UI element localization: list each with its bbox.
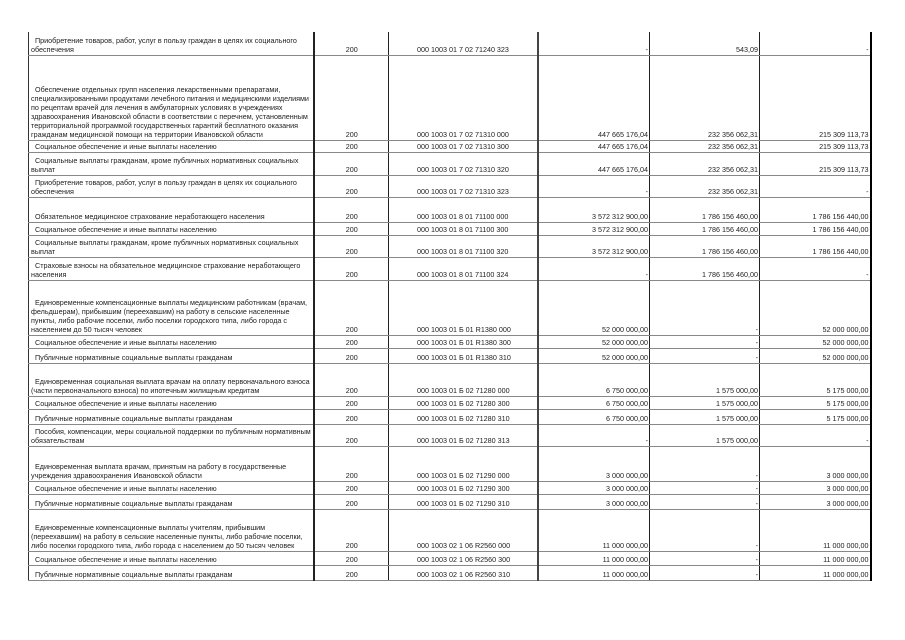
row-value-planned: 447 665 176,04 [538,140,650,152]
table-row [29,32,871,55]
row-name: Приобретение товаров, работ, услуг в пользу граждан в целях их социального обеспечения [29,32,314,55]
row-group-code: 200 [314,348,389,363]
row-value-planned: - [538,257,650,280]
row-value-remaining: 1 786 156 440,00 [760,197,871,222]
row-budget-code: 000 1003 01 7 02 71240 323 [389,32,538,55]
row-value-planned: 3 572 312 900,00 [538,197,650,222]
row-group-code: 200 [314,32,389,55]
row-value-executed: - [650,335,760,348]
row-group-code: 200 [314,494,389,509]
row-name: Социальные выплаты гражданам, кроме публичных нормативных социальных выплат [29,235,314,257]
row-value-planned: 6 750 000,00 [538,396,650,409]
row-budget-code: 000 1003 01 8 01 71100 320 [389,235,538,257]
row-name: Публичные нормативные социальные выплаты гражданам [29,565,314,580]
row-budget-code: 000 1003 01 7 02 71310 300 [389,140,538,152]
table-row [29,152,871,175]
row-value-remaining: 5 175 000,00 [760,363,871,396]
row-value-remaining: 1 786 156 440,00 [760,222,871,235]
row-value-remaining: 3 000 000,00 [760,494,871,509]
row-group-code: 200 [314,235,389,257]
row-group-code: 200 [314,257,389,280]
row-name: Обязательное медицинское страхование неработающего населения [29,197,314,222]
row-value-executed: - [650,446,760,481]
row-value-planned: 3 000 000,00 [538,494,650,509]
row-budget-code: 000 1003 01 Б 01 R1380 000 [389,280,538,335]
row-budget-code: 000 1003 01 Б 02 71290 000 [389,446,538,481]
row-value-remaining: 11 000 000,00 [760,509,871,551]
row-value-remaining: 215 309 113,73 [760,55,871,140]
row-value-remaining: 215 309 113,73 [760,152,871,175]
row-value-planned: 3 000 000,00 [538,446,650,481]
row-name: Социальное обеспечение и иные выплаты населению [29,335,314,348]
row-budget-code: 000 1003 01 8 01 71100 324 [389,257,538,280]
table-row [29,140,871,152]
row-name: Публичные нормативные социальные выплаты гражданам [29,494,314,509]
row-budget-code: 000 1003 01 Б 01 R1380 300 [389,335,538,348]
row-name: Публичные нормативные социальные выплаты гражданам [29,348,314,363]
table-row [29,280,871,335]
table-row [29,509,871,551]
row-value-remaining: 3 000 000,00 [760,446,871,481]
row-budget-code: 000 1003 01 Б 02 71290 310 [389,494,538,509]
row-name: Единовременные компенсационные выплаты учителям, прибывшим (переехавшим) на работу в сельские населенные пункты, либо рабочие поселки, либо поселки городского типа, либо города с населением до 50 тысяч человек [29,509,314,551]
row-value-remaining: 5 175 000,00 [760,396,871,409]
row-value-remaining: 52 000 000,00 [760,335,871,348]
table-row [29,55,871,140]
row-name: Единовременные компенсационные выплаты медицинским работникам (врачам, фельдшерам), прибывшим (переехавшим) на работу в сельские населенные пункты, либо рабочие поселки, либо поселки городского типа, либо города с населением до 50 тысяч человек [29,280,314,335]
row-group-code: 200 [314,565,389,580]
row-group-code: 200 [314,446,389,481]
row-group-code: 200 [314,335,389,348]
row-value-executed: 1 786 156 460,00 [650,222,760,235]
row-value-remaining: 11 000 000,00 [760,551,871,565]
row-name: Пособия, компенсации, меры социальной поддержки по публичным нормативным обязательствам [29,424,314,446]
table-row [29,396,871,409]
row-name: Обеспечение отдельных групп населения лекарственными препаратами, специализированными продуктами лечебного питания и медицинскими изделиями по рецептам врачей для лечения в амбулаторных условиях в учреждениях здравоохранения Ивановской области в соответствии с перечнем, установленным территориальной программой государственных гарантий бесплатного оказания гражданам медицинской помощи на территории Ивановской области [29,55,314,140]
row-value-planned: - [538,175,650,197]
row-group-code: 200 [314,509,389,551]
table-row [29,235,871,257]
row-value-remaining: - [760,257,871,280]
row-value-planned: 11 000 000,00 [538,551,650,565]
table-row [29,565,871,580]
row-value-planned: 3 572 312 900,00 [538,235,650,257]
row-group-code: 200 [314,280,389,335]
row-value-planned: 6 750 000,00 [538,409,650,424]
row-value-executed: 1 786 156 460,00 [650,235,760,257]
row-value-planned: 52 000 000,00 [538,335,650,348]
row-group-code: 200 [314,175,389,197]
row-value-executed: - [650,509,760,551]
row-name: Единовременная выплата врачам, принятым на работу в государственные учреждения здравоохранения Ивановской области [29,446,314,481]
row-value-executed: 232 356 062,31 [650,140,760,152]
row-budget-code: 000 1003 01 Б 02 71280 313 [389,424,538,446]
row-value-remaining: 3 000 000,00 [760,481,871,494]
row-value-remaining: 5 175 000,00 [760,409,871,424]
row-value-executed: - [650,481,760,494]
row-name: Страховые взносы на обязательное медицинское страхование неработающего населения [29,257,314,280]
row-value-executed: - [650,551,760,565]
row-value-planned: 447 665 176,04 [538,152,650,175]
row-value-executed: 1 575 000,00 [650,424,760,446]
row-value-planned: - [538,424,650,446]
row-name: Социальные выплаты гражданам, кроме публичных нормативных социальных выплат [29,152,314,175]
table-body [29,32,871,580]
row-group-code: 200 [314,222,389,235]
table-row [29,481,871,494]
table-row [29,335,871,348]
table-row [29,494,871,509]
row-group-code: 200 [314,363,389,396]
row-group-code: 200 [314,424,389,446]
row-value-remaining: 1 786 156 440,00 [760,235,871,257]
row-value-remaining: 215 309 113,73 [760,140,871,152]
row-name: Социальное обеспечение и иные выплаты населению [29,140,314,152]
row-name: Приобретение товаров, работ, услуг в пользу граждан в целях их социального обеспечения [29,175,314,197]
row-group-code: 200 [314,551,389,565]
budget-table [28,32,872,581]
row-value-remaining: 52 000 000,00 [760,348,871,363]
row-value-executed: 543,09 [650,32,760,55]
row-value-executed: 232 356 062,31 [650,55,760,140]
row-budget-code: 000 1003 01 7 02 71310 320 [389,152,538,175]
row-value-executed: 1 786 156 460,00 [650,197,760,222]
row-budget-code: 000 1003 01 8 01 71100 000 [389,197,538,222]
table-row [29,424,871,446]
row-group-code: 200 [314,55,389,140]
row-group-code: 200 [314,409,389,424]
row-value-planned: 52 000 000,00 [538,280,650,335]
table-row [29,257,871,280]
row-budget-code: 000 1003 02 1 06 R2560 310 [389,565,538,580]
row-value-remaining: - [760,175,871,197]
row-group-code: 200 [314,140,389,152]
table-row [29,409,871,424]
row-value-planned: 11 000 000,00 [538,509,650,551]
row-value-planned: 52 000 000,00 [538,348,650,363]
row-budget-code: 000 1003 01 7 02 71310 323 [389,175,538,197]
row-value-remaining: - [760,32,871,55]
row-value-planned: 6 750 000,00 [538,363,650,396]
row-budget-code: 000 1003 01 Б 01 R1380 310 [389,348,538,363]
row-budget-code: 000 1003 02 1 06 R2560 000 [389,509,538,551]
row-value-executed: 1 575 000,00 [650,409,760,424]
table-row [29,222,871,235]
row-value-executed: - [650,565,760,580]
table-row [29,363,871,396]
row-name: Социальное обеспечение и иные выплаты населению [29,481,314,494]
row-value-executed: 232 356 062,31 [650,175,760,197]
row-name: Единовременная социальная выплата врачам на оплату первоначального взноса (части первоначального взноса) по ипотечным жилищным кредитам [29,363,314,396]
row-budget-code: 000 1003 02 1 06 R2560 300 [389,551,538,565]
table-row [29,348,871,363]
row-value-planned: 3 000 000,00 [538,481,650,494]
row-value-planned: - [538,32,650,55]
row-value-executed: 1 786 156 460,00 [650,257,760,280]
row-value-executed: - [650,494,760,509]
row-group-code: 200 [314,152,389,175]
row-value-executed: - [650,280,760,335]
row-value-remaining: 52 000 000,00 [760,280,871,335]
row-budget-code: 000 1003 01 Б 02 71280 310 [389,409,538,424]
row-group-code: 200 [314,197,389,222]
row-name: Публичные нормативные социальные выплаты гражданам [29,409,314,424]
row-value-planned: 447 665 176,04 [538,55,650,140]
row-group-code: 200 [314,481,389,494]
row-value-executed: 232 356 062,31 [650,152,760,175]
row-value-executed: - [650,348,760,363]
row-budget-code: 000 1003 01 Б 02 71280 300 [389,396,538,409]
row-value-remaining: 11 000 000,00 [760,565,871,580]
row-group-code: 200 [314,396,389,409]
row-value-planned: 3 572 312 900,00 [538,222,650,235]
table-row [29,175,871,197]
row-name: Социальное обеспечение и иные выплаты населению [29,551,314,565]
table-row [29,197,871,222]
row-value-planned: 11 000 000,00 [538,565,650,580]
table-row [29,551,871,565]
row-budget-code: 000 1003 01 Б 02 71280 000 [389,363,538,396]
row-budget-code: 000 1003 01 Б 02 71290 300 [389,481,538,494]
row-value-remaining: - [760,424,871,446]
row-value-executed: 1 575 000,00 [650,363,760,396]
row-budget-code: 000 1003 01 8 01 71100 300 [389,222,538,235]
row-value-executed: 1 575 000,00 [650,396,760,409]
row-name: Социальное обеспечение и иные выплаты населению [29,396,314,409]
table-row [29,446,871,481]
row-name: Социальное обеспечение и иные выплаты населению [29,222,314,235]
row-budget-code: 000 1003 01 7 02 71310 000 [389,55,538,140]
